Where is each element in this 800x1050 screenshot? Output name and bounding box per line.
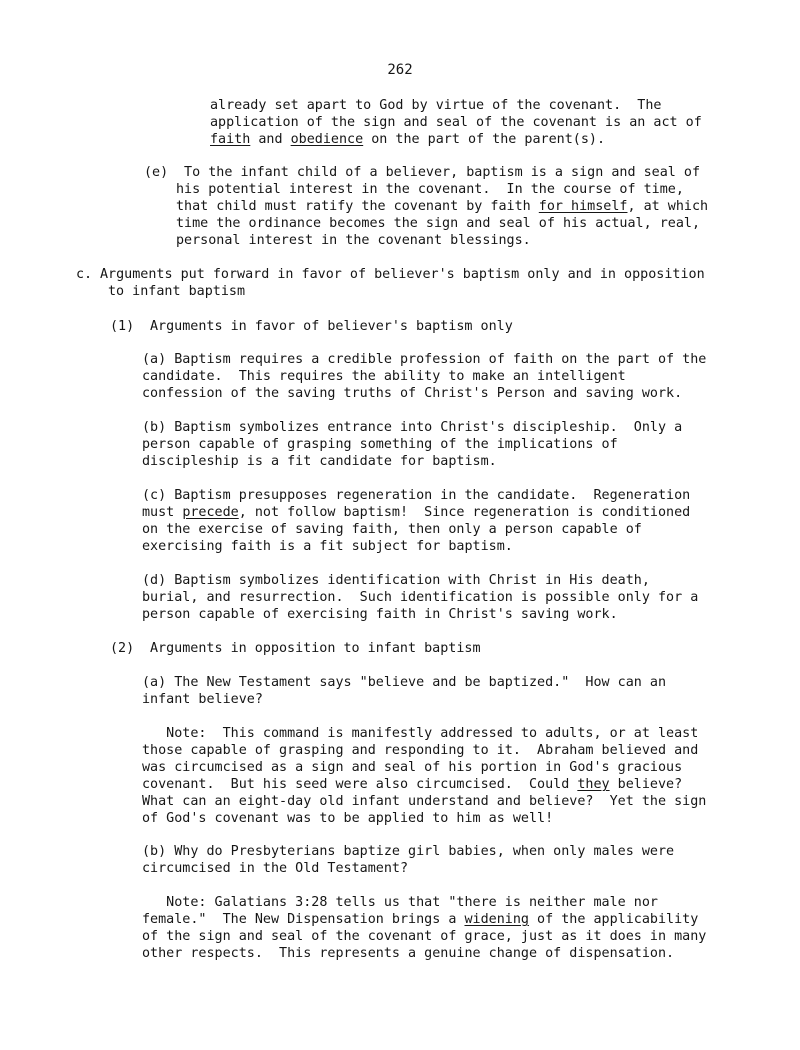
paragraph-1b <box>142 419 682 470</box>
text-line: person capable of grasping something of the implications of <box>142 437 618 452</box>
text-run: of the applicability <box>528 912 699 927</box>
text-line <box>142 504 690 521</box>
text-line: of God's covenant was to be applied to him as well! <box>142 811 554 826</box>
text-line: exercising faith is a fit subject for baptism. <box>142 539 513 554</box>
subsection-title: Arguments in favor of believer's baptism only <box>150 319 513 334</box>
text-run: , at which <box>627 199 709 214</box>
text-line: of the sign and seal of the covenant of grace, just as it does in many <box>142 929 707 944</box>
text-line: (b) Baptism symbolizes entrance into Christ's discipleship. Only a <box>142 420 683 435</box>
text-line: person capable of exercising faith in Christ's saving work. <box>142 607 618 622</box>
text-line: (b) Why do Presbyterians baptize girl babies, when only males were <box>142 844 675 859</box>
text-line: infant believe? <box>142 692 263 707</box>
text-line: on the exercise of saving faith, then only a person capable of <box>142 522 642 537</box>
paragraph-2a <box>142 674 666 708</box>
note-1 <box>142 725 706 827</box>
text-run: must <box>142 505 183 520</box>
page-number: 262 <box>387 62 413 78</box>
text-run: covenant. But his seed were also circumcised. Could <box>142 777 578 792</box>
section-label: c. <box>76 267 93 282</box>
subsection-label: (1) <box>110 319 135 334</box>
text-line: To the infant child of a believer, baptism is a sign and seal of <box>176 165 701 180</box>
text-line: (d) Baptism symbolizes identification with Christ in His death, <box>142 573 650 588</box>
text-run: on the part of the parent(s). <box>363 132 606 147</box>
note-2 <box>142 894 706 962</box>
subsection-title: Arguments in opposition to infant baptism <box>150 641 481 656</box>
text-line <box>210 131 702 148</box>
text-run: , not follow baptism! Since regeneration is conditioned <box>238 505 691 520</box>
item-label: (e) <box>144 165 169 180</box>
text-line: Note: This command is manifestly addressed to adults, or at least <box>142 726 699 741</box>
text-line: candidate. This requires the ability to make an intelligent <box>142 369 626 384</box>
text-run: believe? <box>609 777 683 792</box>
text-line: time the ordinance becomes the sign and seal of his actual, real, <box>176 216 701 231</box>
subsection-label: (2) <box>110 641 135 656</box>
text-line: (c) Baptism presupposes regeneration in the candidate. Regeneration <box>142 488 691 503</box>
text-line <box>142 776 706 793</box>
text-line <box>142 911 706 928</box>
text-line: discipleship is a fit candidate for baptism. <box>142 454 497 469</box>
text-run: female." The New Dispensation brings a <box>142 912 465 927</box>
item-e-paragraph <box>176 164 708 249</box>
text-line: (a) The New Testament says "believe and be baptized." How can an <box>142 675 667 690</box>
text-line: (a) Baptism requires a credible profession of faith on the part of the <box>142 352 707 367</box>
text-line: to infant baptism <box>108 284 246 299</box>
paragraph-1a <box>142 351 706 402</box>
text-line: application of the sign and seal of the covenant is an act of <box>210 115 702 130</box>
text-line <box>176 198 708 215</box>
text-line: Note: Galatians 3:28 tells us that "there is neither male nor <box>142 895 658 910</box>
underlined-word: widening <box>464 912 529 927</box>
text-line: confession of the saving truths of Christ's Person and saving work. <box>142 386 683 401</box>
underlined-word: obedience <box>290 132 364 147</box>
intro-paragraph <box>210 97 702 148</box>
text-line: What can an eight-day old infant understand and believe? Yet the sign <box>142 794 707 809</box>
text-line: other respects. This represents a genuine change of dispensation. <box>142 946 675 961</box>
text-line: personal interest in the covenant blessings. <box>176 233 531 248</box>
text-run: that child must ratify the covenant by faith <box>176 199 539 214</box>
text-line: burial, and resurrection. Such identification is possible only for a <box>142 590 699 605</box>
text-line: his potential interest in the covenant. In the course of time, <box>176 182 684 197</box>
underlined-word: for himself <box>538 199 628 214</box>
paragraph-2b <box>142 843 674 877</box>
underlined-word: faith <box>210 132 251 147</box>
text-line: those capable of grasping and responding to it. Abraham believed and <box>142 743 699 758</box>
text-line: circumcised in the Old Testament? <box>142 861 409 876</box>
text-line: already set apart to God by virtue of the covenant. The <box>210 98 662 113</box>
text-run: and <box>250 132 291 147</box>
text-line: was circumcised as a sign and seal of his portion in God's gracious <box>142 760 683 775</box>
section-c-heading <box>100 266 705 300</box>
text-line: Arguments put forward in favor of believer's baptism only and in opposition <box>100 267 705 282</box>
underlined-word: precede <box>182 505 239 520</box>
underlined-word: they <box>577 777 610 792</box>
paragraph-1c <box>142 487 690 555</box>
paragraph-1d <box>142 572 698 623</box>
